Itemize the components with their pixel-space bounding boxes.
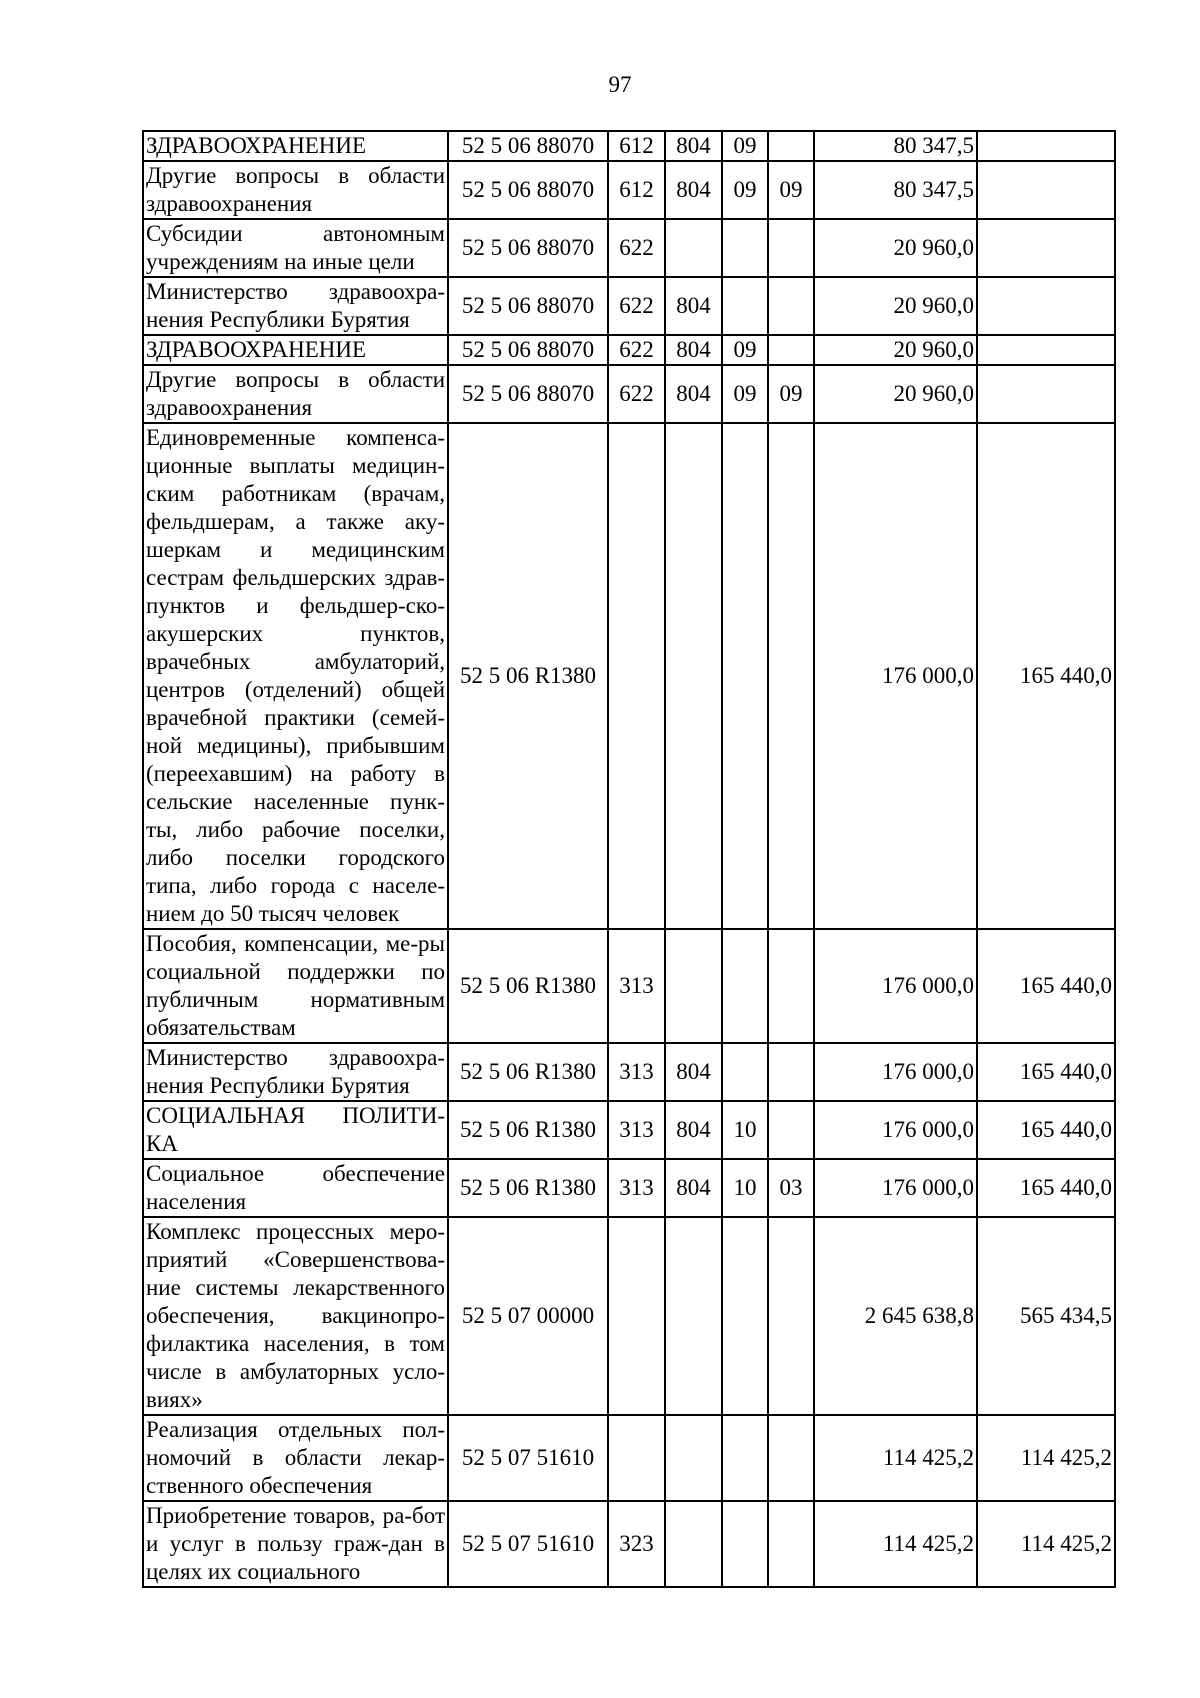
amount-2: 165 440,0 bbox=[977, 1043, 1115, 1101]
amount-2: 114 425,2 bbox=[977, 1501, 1115, 1587]
amount-2: 565 434,5 bbox=[977, 1217, 1115, 1415]
amount-1: 20 960,0 bbox=[814, 219, 977, 277]
target-article-code: 52 5 06 R1380 bbox=[448, 423, 608, 929]
table-row bbox=[143, 161, 1115, 219]
table-row bbox=[143, 1501, 1115, 1587]
subsection-code bbox=[768, 1217, 814, 1415]
amount-2 bbox=[977, 335, 1115, 365]
section-code: 09 bbox=[722, 365, 768, 423]
section-code: 10 bbox=[722, 1159, 768, 1217]
section-code bbox=[722, 1415, 768, 1501]
section-code bbox=[722, 219, 768, 277]
section-code: 09 bbox=[722, 161, 768, 219]
amount-1: 20 960,0 bbox=[814, 335, 977, 365]
ministry-code bbox=[665, 219, 722, 277]
section-code: 09 bbox=[722, 131, 768, 161]
subsection-code bbox=[768, 1501, 814, 1587]
target-article-code: 52 5 06 88070 bbox=[448, 277, 608, 335]
expense-type-code bbox=[608, 1415, 665, 1501]
amount-2 bbox=[977, 277, 1115, 335]
target-article-code: 52 5 07 51610 bbox=[448, 1501, 608, 1587]
table-row bbox=[143, 277, 1115, 335]
ministry-code: 804 bbox=[665, 277, 722, 335]
ministry-code bbox=[665, 1415, 722, 1501]
ministry-code: 804 bbox=[665, 1159, 722, 1217]
row-name: Комплекс процессных меро-приятий «Совершенствова-ние системы лекарственного обеспечения, вакцинопро-филактика населения, в том числе в амбулаторных усло-виях» bbox=[143, 1217, 448, 1415]
amount-2 bbox=[977, 161, 1115, 219]
target-article-code: 52 5 06 88070 bbox=[448, 335, 608, 365]
subsection-code bbox=[768, 929, 814, 1043]
expense-type-code bbox=[608, 423, 665, 929]
amount-1: 20 960,0 bbox=[814, 277, 977, 335]
subsection-code bbox=[768, 1101, 814, 1159]
subsection-code bbox=[768, 131, 814, 161]
table-row bbox=[143, 365, 1115, 423]
amount-2: 114 425,2 bbox=[977, 1415, 1115, 1501]
table-row bbox=[143, 335, 1115, 365]
target-article-code: 52 5 07 00000 bbox=[448, 1217, 608, 1415]
expense-type-code: 622 bbox=[608, 365, 665, 423]
expense-type-code: 313 bbox=[608, 1101, 665, 1159]
row-name: ЗДРАВООХРАНЕНИЕ bbox=[143, 335, 448, 365]
subsection-code: 03 bbox=[768, 1159, 814, 1217]
budget-table bbox=[142, 130, 1116, 1588]
amount-2: 165 440,0 bbox=[977, 1101, 1115, 1159]
amount-1: 80 347,5 bbox=[814, 131, 977, 161]
row-name: Другие вопросы в области здравоохранения bbox=[143, 365, 448, 423]
row-name: Реализация отдельных пол-номочий в области лекар-ственного обеспечения bbox=[143, 1415, 448, 1501]
target-article-code: 52 5 06 R1380 bbox=[448, 1043, 608, 1101]
section-code bbox=[722, 1501, 768, 1587]
expense-type-code: 612 bbox=[608, 131, 665, 161]
subsection-code: 09 bbox=[768, 161, 814, 219]
section-code bbox=[722, 1043, 768, 1101]
amount-1: 176 000,0 bbox=[814, 1101, 977, 1159]
budget-table-body bbox=[143, 131, 1115, 1587]
amount-2: 165 440,0 bbox=[977, 1159, 1115, 1217]
ministry-code bbox=[665, 1217, 722, 1415]
section-code: 10 bbox=[722, 1101, 768, 1159]
target-article-code: 52 5 06 R1380 bbox=[448, 1159, 608, 1217]
section-code: 09 bbox=[722, 335, 768, 365]
ministry-code bbox=[665, 423, 722, 929]
section-code bbox=[722, 1217, 768, 1415]
section-code bbox=[722, 929, 768, 1043]
ministry-code: 804 bbox=[665, 335, 722, 365]
ministry-code: 804 bbox=[665, 131, 722, 161]
amount-2 bbox=[977, 131, 1115, 161]
amount-1: 176 000,0 bbox=[814, 929, 977, 1043]
ministry-code: 804 bbox=[665, 365, 722, 423]
row-name: ЗДРАВООХРАНЕНИЕ bbox=[143, 131, 448, 161]
row-name: Субсидии автономным учреждениям на иные цели bbox=[143, 219, 448, 277]
table-row bbox=[143, 1217, 1115, 1415]
amount-1: 80 347,5 bbox=[814, 161, 977, 219]
table-row bbox=[143, 929, 1115, 1043]
target-article-code: 52 5 07 51610 bbox=[448, 1415, 608, 1501]
target-article-code: 52 5 06 R1380 bbox=[448, 1101, 608, 1159]
subsection-code bbox=[768, 423, 814, 929]
ministry-code: 804 bbox=[665, 1043, 722, 1101]
target-article-code: 52 5 06 88070 bbox=[448, 161, 608, 219]
subsection-code bbox=[768, 219, 814, 277]
row-name: Министерство здравоохра-нения Республики Бурятия bbox=[143, 277, 448, 335]
target-article-code: 52 5 06 88070 bbox=[448, 219, 608, 277]
table-row bbox=[143, 131, 1115, 161]
amount-2 bbox=[977, 365, 1115, 423]
table-row bbox=[143, 1415, 1115, 1501]
section-code bbox=[722, 423, 768, 929]
subsection-code: 09 bbox=[768, 365, 814, 423]
expense-type-code: 622 bbox=[608, 335, 665, 365]
section-code bbox=[722, 277, 768, 335]
amount-1: 2 645 638,8 bbox=[814, 1217, 977, 1415]
row-name: Социальное обеспечение населения bbox=[143, 1159, 448, 1217]
ministry-code: 804 bbox=[665, 161, 722, 219]
target-article-code: 52 5 06 88070 bbox=[448, 365, 608, 423]
page-number: 97 bbox=[608, 72, 632, 97]
amount-1: 176 000,0 bbox=[814, 1159, 977, 1217]
row-name: Пособия, компенсации, ме-ры социальной поддержки по публичным нормативным обязательствам bbox=[143, 929, 448, 1043]
expense-type-code: 313 bbox=[608, 1159, 665, 1217]
table-row bbox=[143, 1101, 1115, 1159]
row-name: Министерство здравоохра-нения Республики Бурятия bbox=[143, 1043, 448, 1101]
table-row bbox=[143, 1043, 1115, 1101]
ministry-code bbox=[665, 929, 722, 1043]
expense-type-code: 313 bbox=[608, 929, 665, 1043]
subsection-code bbox=[768, 1415, 814, 1501]
expense-type-code: 622 bbox=[608, 277, 665, 335]
amount-2 bbox=[977, 219, 1115, 277]
expense-type-code: 323 bbox=[608, 1501, 665, 1587]
table-row bbox=[143, 219, 1115, 277]
row-name: СОЦИАЛЬНАЯ ПОЛИТИ-КА bbox=[143, 1101, 448, 1159]
subsection-code bbox=[768, 335, 814, 365]
table-row bbox=[143, 423, 1115, 929]
subsection-code bbox=[768, 1043, 814, 1101]
target-article-code: 52 5 06 R1380 bbox=[448, 929, 608, 1043]
expense-type-code bbox=[608, 1217, 665, 1415]
expense-type-code: 612 bbox=[608, 161, 665, 219]
amount-1: 20 960,0 bbox=[814, 365, 977, 423]
target-article-code: 52 5 06 88070 bbox=[448, 131, 608, 161]
amount-2: 165 440,0 bbox=[977, 423, 1115, 929]
ministry-code bbox=[665, 1501, 722, 1587]
amount-1: 176 000,0 bbox=[814, 423, 977, 929]
amount-1: 114 425,2 bbox=[814, 1501, 977, 1587]
row-name: Приобретение товаров, ра-бот и услуг в пользу граж-дан в целях их социального bbox=[143, 1501, 448, 1587]
amount-1: 176 000,0 bbox=[814, 1043, 977, 1101]
row-name: Другие вопросы в области здравоохранения bbox=[143, 161, 448, 219]
subsection-code bbox=[768, 277, 814, 335]
amount-1: 114 425,2 bbox=[814, 1415, 977, 1501]
expense-type-code: 622 bbox=[608, 219, 665, 277]
row-name: Единовременные компенса-ционные выплаты медицин-ским работникам (врачам, фельдшерам, а также аку-шеркам и медицинским сестрам фельдшерских здрав-пунктов и фельдшер-ско-акушерских пунктов, врачебных амбулаторий, центров (отделений) общей врачебной практики (семей-ной медицины), прибывшим (переехавшим) на работу в сельские населенные пунк-ты, либо рабочие поселки, либо поселки городского типа, либо города с населе-нием до 50 тысяч человек bbox=[143, 423, 448, 929]
expense-type-code: 313 bbox=[608, 1043, 665, 1101]
amount-2: 165 440,0 bbox=[977, 929, 1115, 1043]
table-row bbox=[143, 1159, 1115, 1217]
ministry-code: 804 bbox=[665, 1101, 722, 1159]
